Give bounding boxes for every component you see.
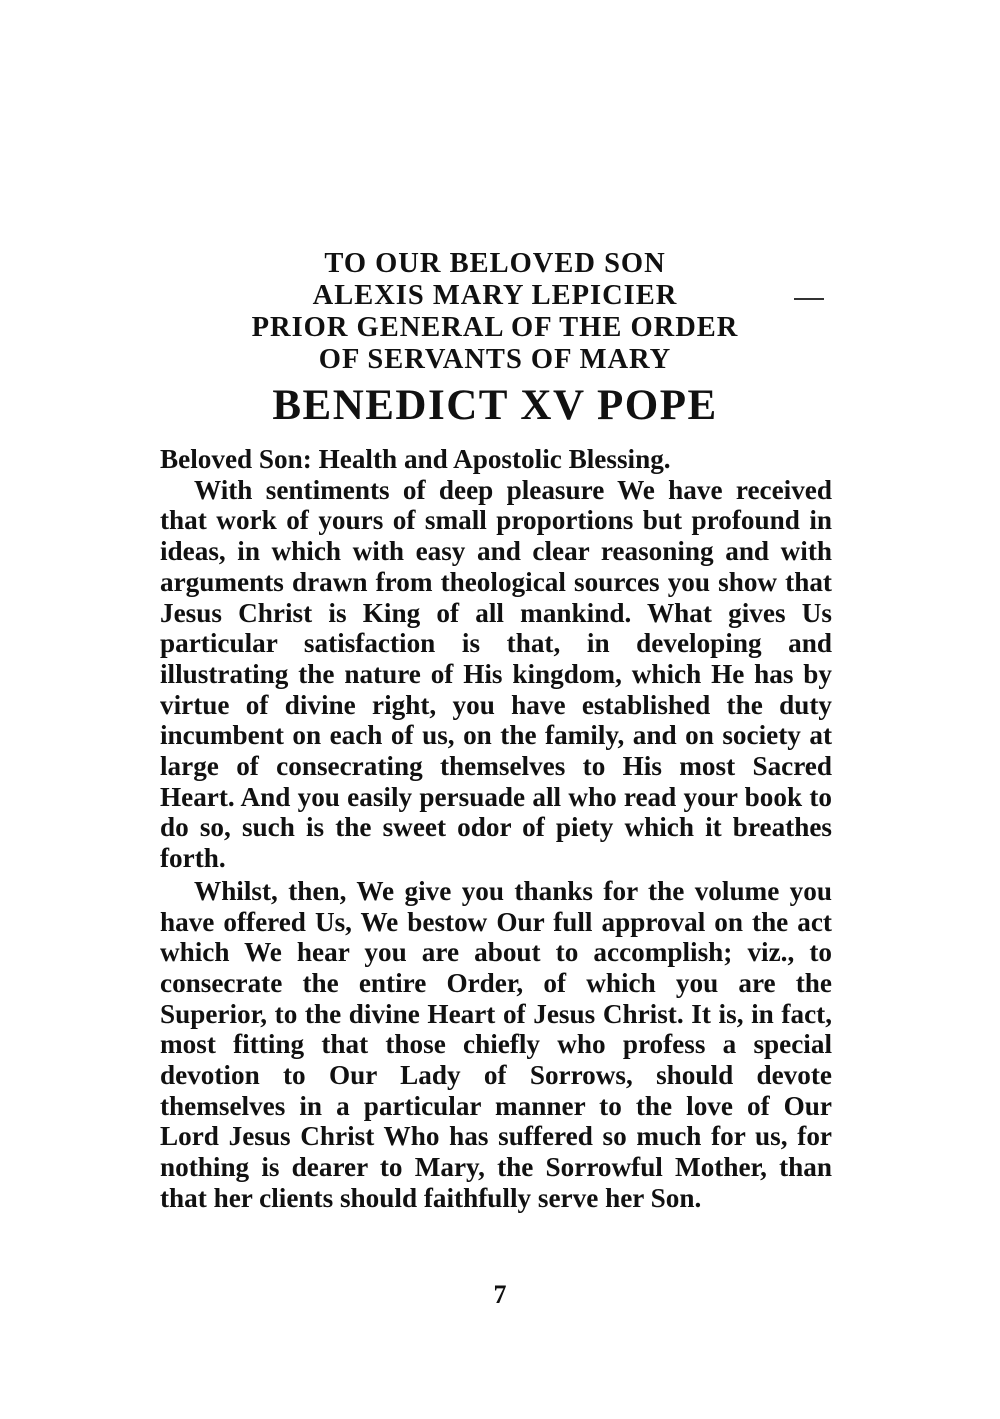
page-number: 7 (493, 1280, 507, 1309)
heading-line-title: PRIOR GENERAL OF THE ORDER (251, 312, 739, 343)
letter-paragraph-1: With sentiments of deep pleasure We have received that work of yours of small proportions but profound in ideas, in which with easy and clear reasoning and with arguments drawn from theological sources you show that Jesus Christ is King of all mankind. What gives Us particular satisfaction is that, in developing and illustrating the nature of His kingdom, which He has by virtue of divine right, you have established the duty incumbent on each of us, on the family, and on society at large of consecrating themselves to His most Sacred Heart. And you easily persuade all who read your book to do so, such is the sweet odor of piety which it breathes forth. (160, 474, 832, 874)
heading-line-name: ALEXIS MARY LEPICIER (312, 280, 678, 311)
heading-line-order: OF SERVANTS OF MARY (318, 344, 672, 375)
heading-signature: BENEDICT XV POPE (272, 382, 718, 429)
heading-line-addressee: TO OUR BELOVED SON (324, 248, 666, 279)
letter-body (160, 444, 832, 1214)
letter-paragraph-2: Whilst, then, We give you thanks for the volume you have offered Us, We bestow Our full approval on the act which We hear you are about to accomplish; viz., to consecrate the entire Order, of which you are the Superior, to the divine Heart of Jesus Christ. It is, in fact, most fitting that those chiefly who profess a special devotion to Our Lady of Sorrows, should devote themselves in a particular manner to the love of Our Lord Jesus Christ Who has suffered so much for us, for nothing is dearer to Mary, the Sorrowful Mother, than that her clients should faithfully serve her Son. (160, 875, 832, 1213)
margin-dash-mark (794, 298, 824, 300)
letter-salutation: Beloved Son: Health and Apostolic Blessing. (160, 444, 671, 474)
letter-heading (150, 248, 840, 430)
